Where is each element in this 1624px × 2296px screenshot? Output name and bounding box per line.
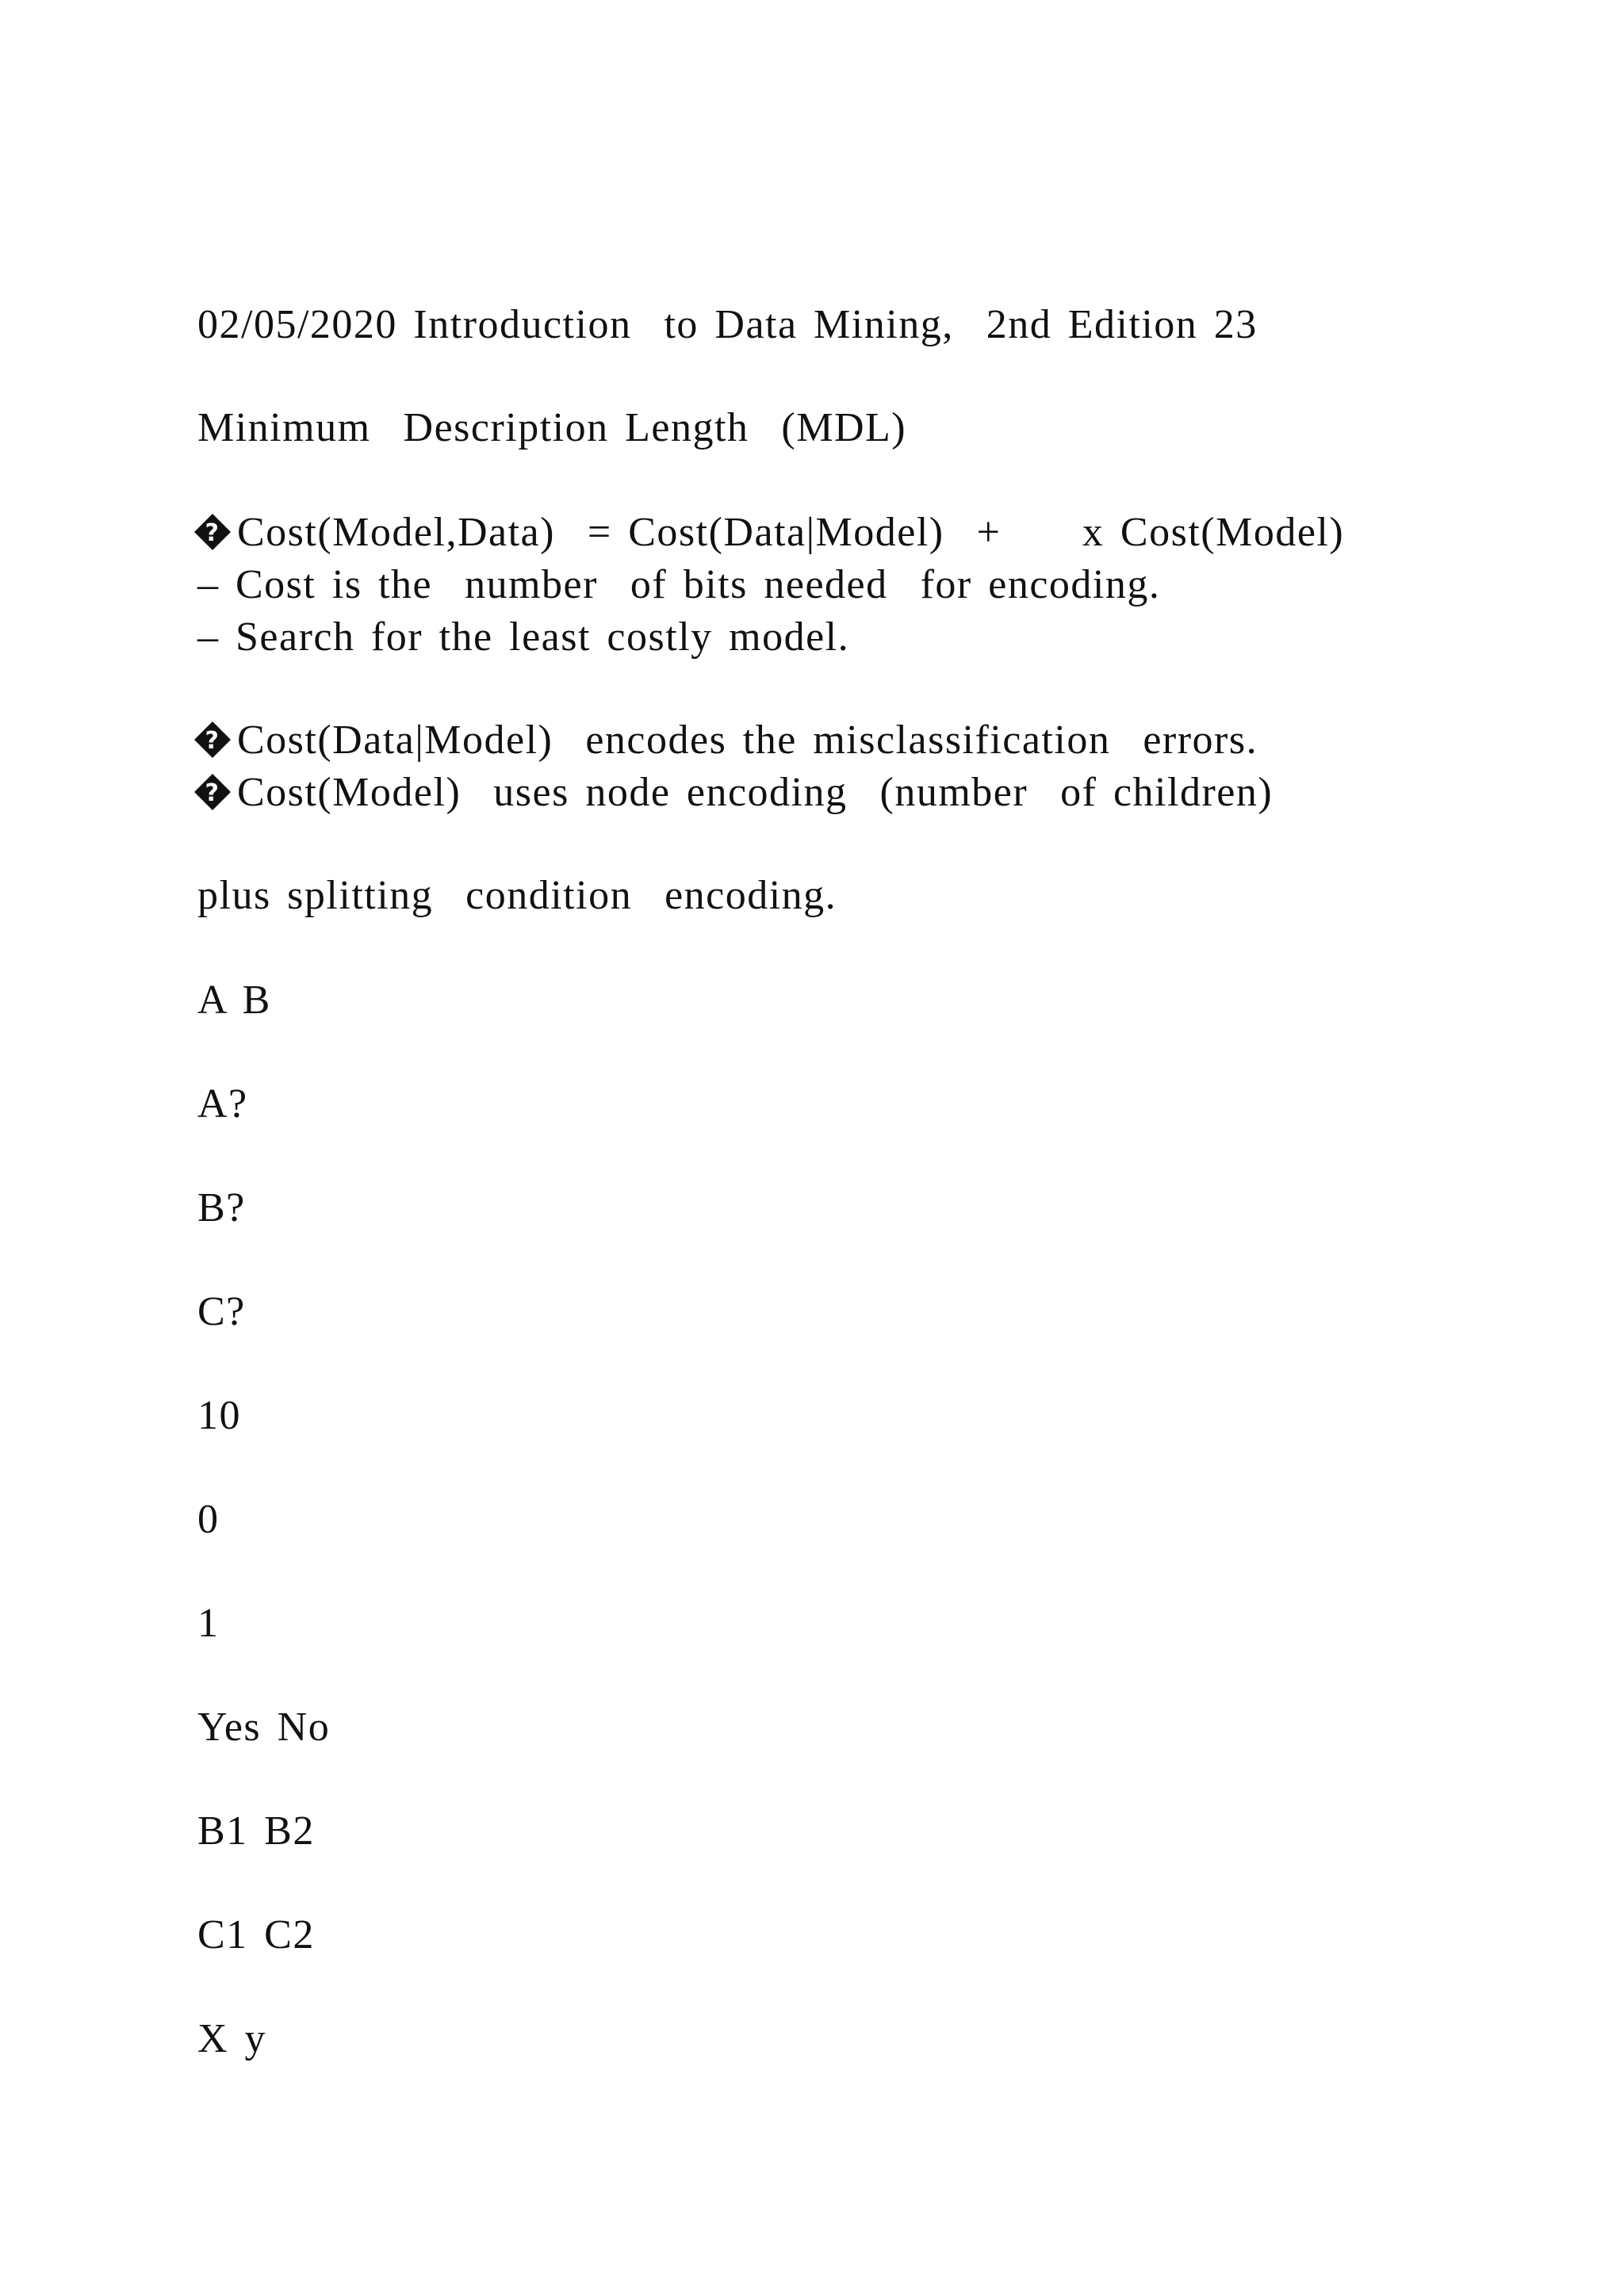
- bullet-text-cost-definition: Cost(Model,Data) = Cost(Data|Model) + x Cost(Model): [237, 510, 1345, 555]
- sub-bullet-bits: – Cost is the number of bits needed for encoding.: [197, 562, 1161, 607]
- label-b-question: B?: [197, 1185, 246, 1230]
- svg-text:?: ?: [205, 727, 220, 755]
- bullet-line-model-cost: [193, 769, 1273, 817]
- replacement-character-icon: [193, 772, 232, 812]
- replacement-character-icon: [193, 720, 232, 760]
- label-a-question: A?: [197, 1081, 248, 1127]
- label-ten: 10: [197, 1393, 241, 1438]
- label-c-question: C?: [197, 1289, 246, 1334]
- bullet-line-cost-definition: [193, 509, 1344, 557]
- label-one: 1: [197, 1601, 220, 1646]
- replacement-character-icon: [193, 512, 232, 552]
- bullet-line-data-cost: [193, 717, 1258, 764]
- sub-bullet-search: – Search for the least costly model.: [197, 614, 850, 660]
- continuation-text: plus splitting condition encoding.: [197, 873, 837, 918]
- bullet-text-model-cost: Cost(Model) uses node encoding (number of children): [237, 770, 1274, 815]
- label-zero: 0: [197, 1497, 220, 1542]
- label-a-b: A B: [197, 978, 271, 1023]
- svg-text:?: ?: [205, 779, 220, 807]
- page-header: 02/05/2020 Introduction to Data Mining, 2nd Edition 23: [197, 302, 1258, 347]
- label-b1-b2: B1 B2: [197, 1808, 315, 1854]
- label-x-y: X y: [197, 2016, 267, 2061]
- label-yes-no: Yes No: [197, 1705, 331, 1750]
- slide-title: Minimum Description Length (MDL): [197, 405, 907, 450]
- svg-text:?: ?: [205, 519, 220, 547]
- label-c1-c2: C1 C2: [197, 1912, 315, 1957]
- bullet-text-data-cost: Cost(Data|Model) encodes the misclassification errors.: [237, 718, 1258, 763]
